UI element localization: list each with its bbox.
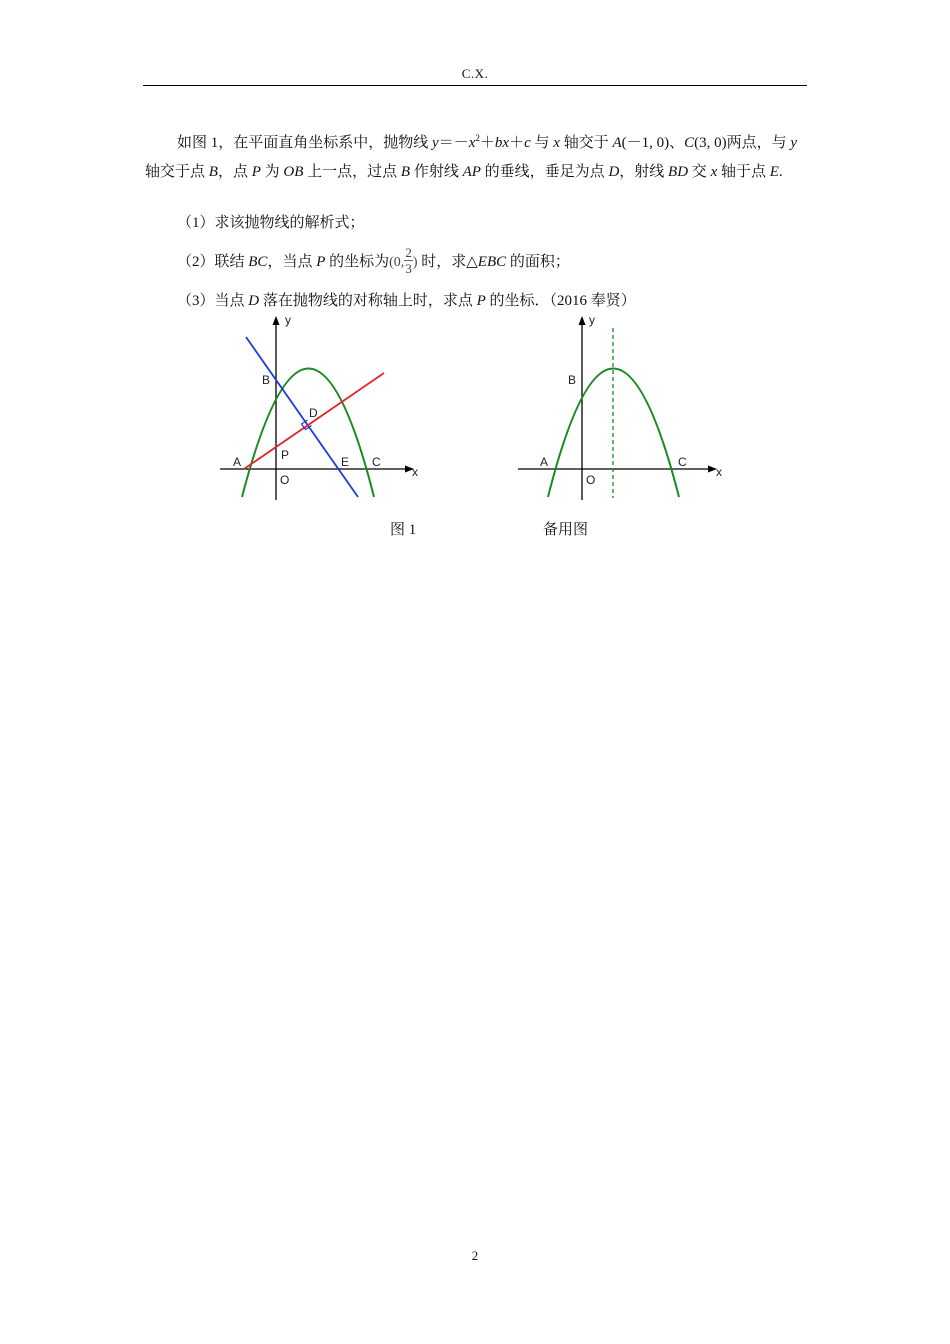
question-3: （3）当点 D 落在抛物线的对称轴上时，求点 P 的坐标．（2016 奉贤）	[177, 293, 636, 309]
label-O: O	[280, 473, 290, 487]
label-A: A	[233, 455, 242, 469]
fraction-two-thirds: $\frac{2}{3}$	[405, 245, 412, 276]
header-rule	[143, 85, 807, 86]
page-number: 2	[471, 1248, 479, 1263]
parabola	[242, 369, 374, 498]
label-x: x	[412, 465, 418, 479]
y-axis-arrow	[273, 316, 280, 325]
figure-1-caption: 图 1	[390, 522, 417, 538]
figure-1	[215, 310, 425, 502]
y-axis-arrow	[579, 316, 586, 325]
label-E: E	[341, 455, 350, 469]
label-P: P	[281, 448, 290, 462]
label-C: C	[678, 455, 687, 469]
label-y: y	[589, 313, 595, 327]
label-C: C	[372, 455, 381, 469]
label-y: y	[285, 313, 291, 327]
page-header: C.X.	[461, 66, 489, 81]
question-1: （1）求该抛物线的解析式；	[177, 215, 365, 231]
label-A: A	[540, 455, 549, 469]
line-BD	[246, 337, 358, 497]
label-B: B	[568, 373, 577, 387]
problem-statement: 如图 1，在平面直角坐标系中，抛物线 $y=-x^2+bx+c$ 与 x 轴交于 A(－1, 0)、C(3, 0)两点，与 y 轴交于点 B，点 P 为 OB 上一点，过点 B 作射线 AP 的垂线，垂足为点 D，射线 BD 交 x 轴于点 E.	[145, 133, 798, 180]
label-O: O	[586, 473, 596, 487]
label-D: D	[309, 406, 318, 420]
figure-2	[513, 310, 728, 502]
label-B: B	[262, 373, 271, 387]
figure-2-caption: 备用图	[543, 522, 589, 538]
question-2: （2）联结 BC，当点 P 的坐标为(0, $\frac{2}{3}$ ) 时，求△EBC 的面积；	[177, 245, 570, 276]
label-x: x	[716, 465, 722, 479]
